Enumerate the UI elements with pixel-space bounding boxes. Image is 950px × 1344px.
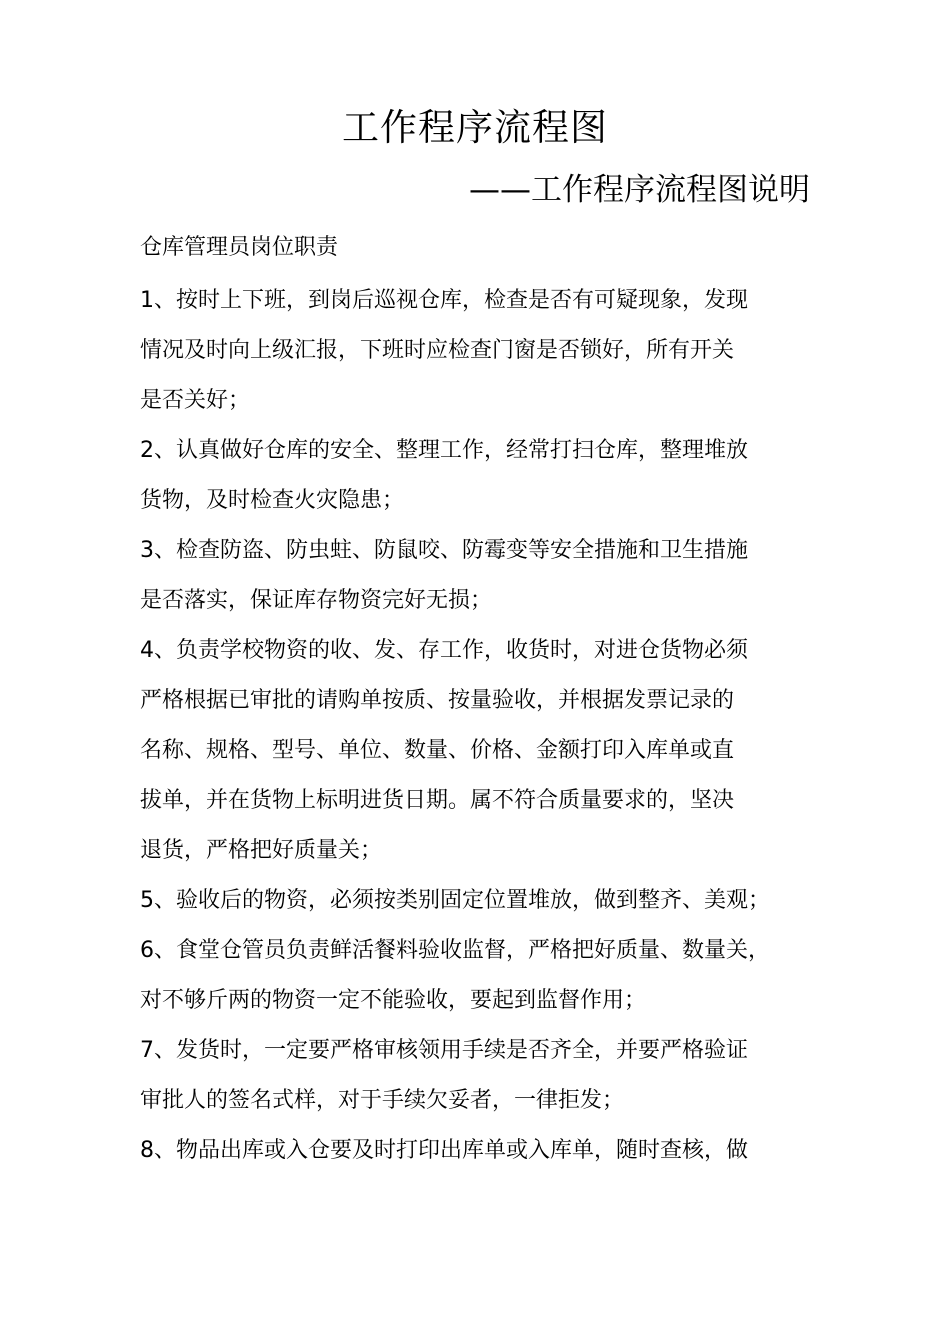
- text-line: 名称、规格、型号、单位、数量、价格、金额打印入库单或直: [140, 738, 735, 763]
- text-line: 1、按时上下班，到岗后巡视仓库，检查是否有可疑现象，发现: [140, 288, 748, 313]
- text-line: 退货，严格把好质量关；: [140, 838, 383, 863]
- text-line: 2、认真做好仓库的安全、整理工作，经常打扫仓库，整理堆放: [140, 438, 748, 463]
- text-line: 7、发货时，一定要严格审核领用手续是否齐全，并要严格验证: [140, 1038, 748, 1063]
- text-line: 8、物品出库或入仓要及时打印出库单或入库单，随时查核，做: [140, 1138, 748, 1163]
- duty-list: [140, 276, 830, 1176]
- document-subtitle: ——工作程序流程图说明: [469, 172, 810, 208]
- text-line: 严格根据已审批的请购单按质、按量验收，并根据发票记录的: [140, 688, 735, 713]
- text-line: 6、食堂仓管员负责鲜活餐料验收监督，严格把好质量、数量关，: [140, 938, 770, 963]
- text-line: 5、验收后的物资，必须按类别固定位置堆放，做到整齐、美观；: [140, 888, 770, 913]
- document-title: 工作程序流程图: [342, 106, 608, 149]
- text-line: 情况及时向上级汇报，下班时应检查门窗是否锁好，所有开关: [140, 338, 735, 363]
- text-line: 是否关好；: [140, 388, 251, 413]
- text-line: 货物，及时检查火灾隐患；: [140, 488, 405, 513]
- text-line: 拔单，并在货物上标明进货日期。属不符合质量要求的，坚决: [140, 788, 735, 813]
- text-line: 审批人的签名式样，对于手续欠妥者，一律拒发；: [140, 1088, 625, 1113]
- text-line: 对不够斤两的物资一定不能验收，要起到监督作用；: [140, 988, 647, 1013]
- text-line: 是否落实，保证库存物资完好无损；: [140, 588, 493, 613]
- text-line: 4、负责学校物资的收、发、存工作，收货时，对进仓货物必须: [140, 638, 748, 663]
- text-line: 3、检查防盗、防虫蛀、防鼠咬、防霉变等安全措施和卫生措施: [140, 538, 748, 563]
- section-heading: 仓库管理员岗位职责: [140, 235, 339, 260]
